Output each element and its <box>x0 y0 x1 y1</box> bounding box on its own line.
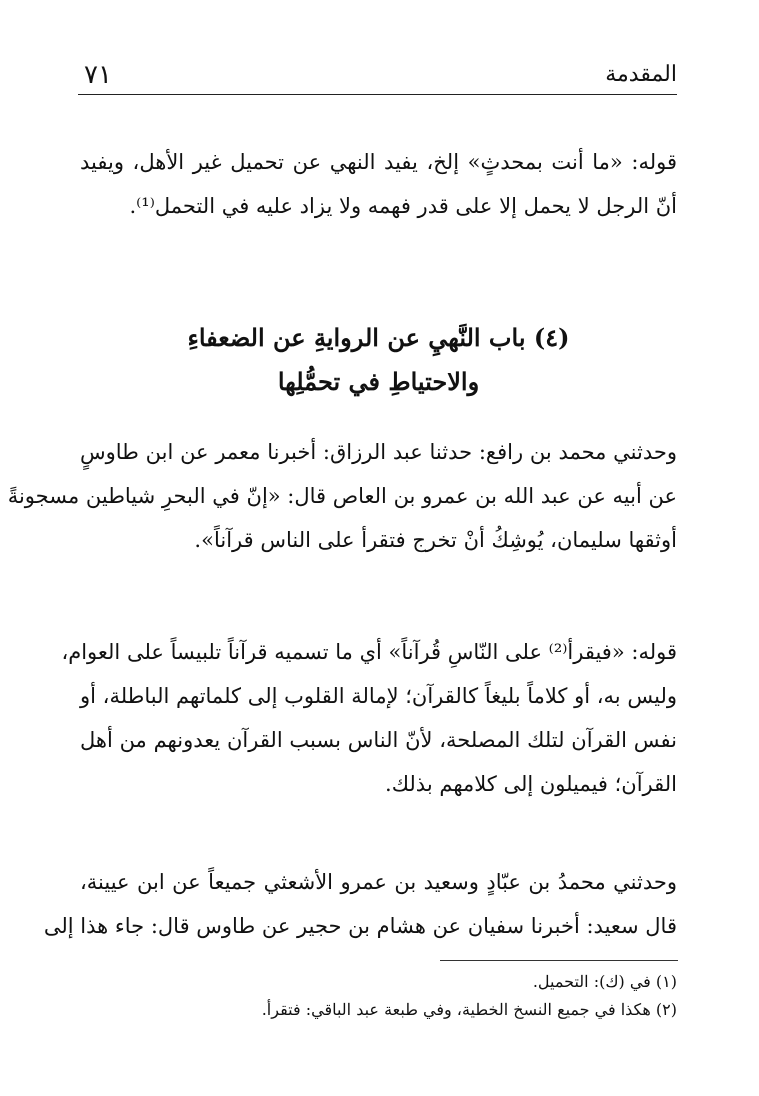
chapter-heading-line-2: والاحتياطِ في تحمُّلِها <box>277 367 480 396</box>
paragraph-1 <box>80 140 677 228</box>
footnotes <box>200 968 677 1024</box>
paragraph-line: نفس القرآن لتلك المصلحة، لأنّ الناس بسبب القرآن يعدونهم من أهل <box>80 728 677 752</box>
footnote-1: (١) في (ك): التحميل. <box>532 972 677 991</box>
paragraph-2 <box>7 430 677 562</box>
paragraph-line: وليس به، أو كلاماً بليغاً كالقرآن؛ لإمالة القلوب إلى كلماتهم الباطلة، أو <box>80 684 677 708</box>
footnote-2: (٢) هكذا في جميع النسخ الخطية، وفي طبعة عبد الباقي: فتقرأ. <box>261 1000 677 1019</box>
paragraph-line: وحدثني محمد بن رافع: حدثنا عبد الرزاق: أخبرنا معمر عن ابن طاوسٍ <box>80 440 677 464</box>
paragraph-4 <box>43 860 677 948</box>
running-head <box>78 60 677 95</box>
paragraph-line: قوله: «ما أنت بمحدثٍ» إلخ، يفيد النهي عن تحميل غير الأهل، ويفيد <box>80 150 677 174</box>
chapter-heading-line-1: (٤) باب النَّهيِ عن الروايةِ عن الضعفاءِ <box>187 323 570 352</box>
paragraph-line: قوله: «فيقرأ⁽²⁾ على النّاسِ قُرآناً» أي ما تسميه قرآناً تلبيساً على العوام، <box>61 640 677 664</box>
running-head-title: المقدمة <box>605 62 677 87</box>
paragraph-line: عن أبيه عن عبد الله بن عمرو بن العاص قال: «إنّ في البحرِ شياطين مسجونةً <box>7 484 677 508</box>
paragraph-line: أنّ الرجل لا يحمل إلا على قدر فهمه ولا يزاد عليه في التحمل⁽¹⁾. <box>129 194 677 218</box>
page-number: ٧١ <box>84 60 112 90</box>
paragraph-line: القرآن؛ فيميلون إلى كلامهم بذلك. <box>385 772 677 796</box>
paragraph-line: قال سعيد: أخبرنا سفيان عن هشام بن حجير عن طاوس قال: جاء هذا إلى <box>43 914 677 938</box>
paragraph-line: وحدثني محمدُ بن عبّادٍ وسعيد بن عمرو الأشعثي جميعاً عن ابن عيينة، <box>80 870 677 894</box>
paragraph-line: أوثقها سليمان، يُوشِكُ أنْ تخرج فتقرأ على الناس قرآناً». <box>194 528 677 552</box>
paragraph-3 <box>61 630 677 806</box>
footnote-separator <box>440 960 678 961</box>
chapter-heading <box>80 316 677 404</box>
